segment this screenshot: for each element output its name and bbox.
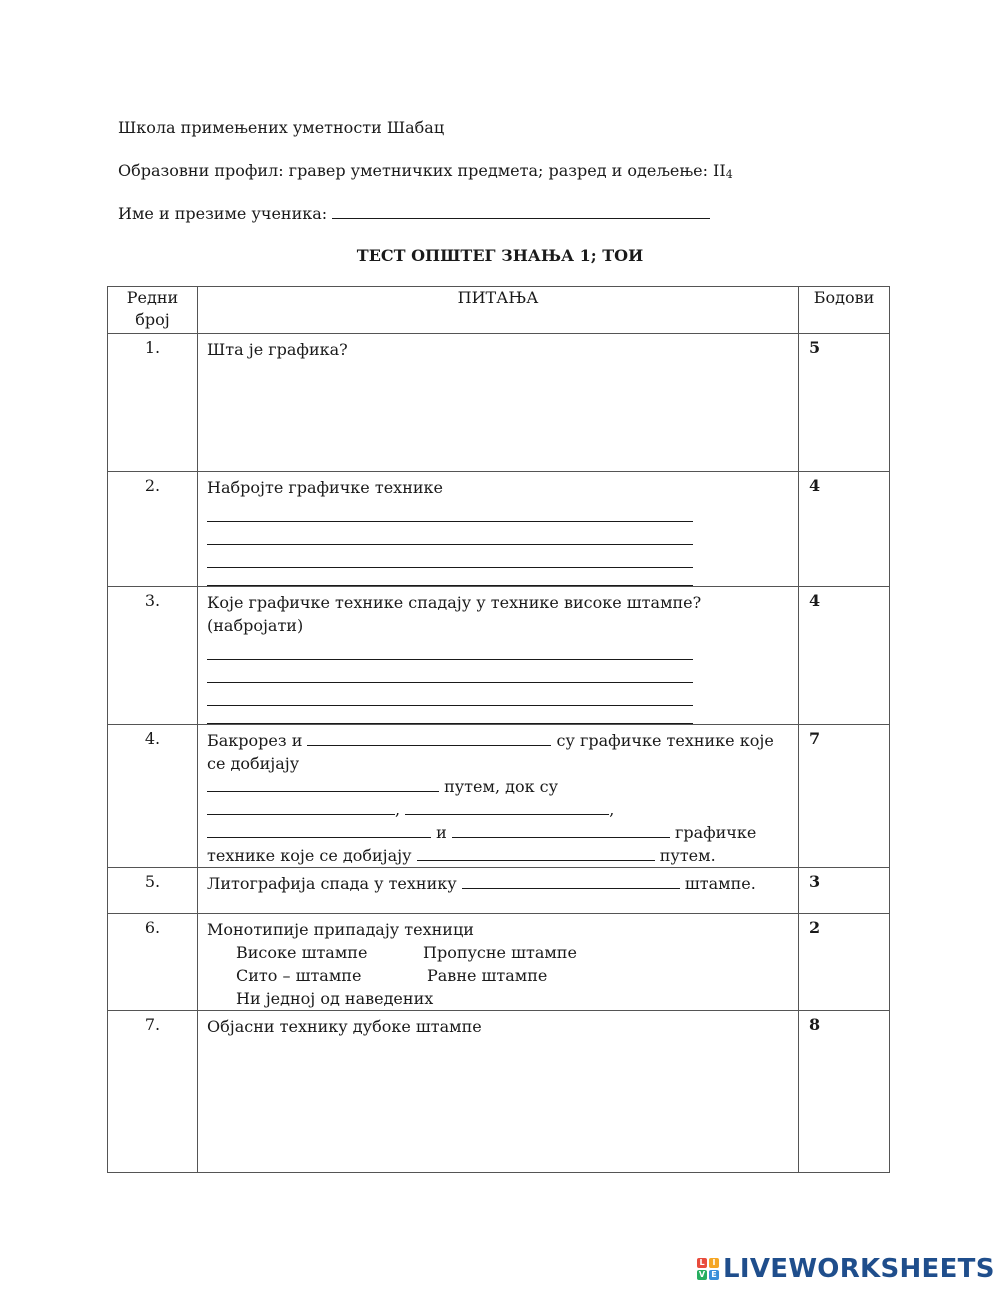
fill-in-blank[interactable] [417, 845, 655, 861]
question-text: Објасни технику дубоке штампе [207, 1017, 482, 1036]
student-name-row [118, 204, 710, 223]
answer-line[interactable] [207, 637, 693, 660]
row-number: 6. [108, 914, 198, 1011]
question-text: Шта је графика? [207, 340, 348, 359]
question-text: Монотипије припадају техници [207, 920, 474, 939]
points-value: 3 [799, 868, 890, 914]
table-header-row [108, 287, 890, 334]
question-text: Набројте графичке технике [207, 478, 443, 497]
option-item[interactable]: Сито – штампе [236, 966, 362, 985]
logo-mark-icon [697, 1258, 719, 1280]
answer-line[interactable] [207, 683, 693, 706]
col-header-points: Бодови [799, 287, 890, 334]
text-fragment: , [395, 800, 401, 819]
fill-in-blank[interactable] [307, 730, 551, 746]
row-number: 1. [108, 334, 198, 472]
table-row [108, 472, 890, 587]
question-cell [198, 472, 799, 587]
points-value: 8 [799, 1011, 890, 1173]
table-row [108, 868, 890, 914]
row-number: 4. [108, 725, 198, 868]
text-fragment: путем, док су [444, 777, 559, 796]
fill-in-blank[interactable] [452, 822, 670, 838]
table-row [108, 914, 890, 1011]
text-fragment: графичке технике које се добијају [207, 823, 757, 865]
option-item[interactable]: Равне штампе [427, 966, 548, 985]
row-number: 2. [108, 472, 198, 587]
text-fragment: су графичке технике које се добијају [207, 731, 774, 773]
text-fragment: , [609, 800, 615, 819]
col-header-questions: ПИТАЊА [198, 287, 799, 334]
points-value: 4 [799, 472, 890, 587]
option-item[interactable]: Пропусне штампе [423, 943, 577, 962]
school-name: Школа примењених уметности Шабац [118, 118, 445, 137]
liveworksheets-logo [697, 1254, 995, 1284]
text-fragment: Бакрорез и [207, 731, 303, 750]
profile-class-sub: 4 [725, 168, 733, 181]
question-cell [198, 725, 799, 868]
answer-line[interactable] [207, 706, 693, 724]
profile-text: Образовни профил: гравер уметничких предмета; разред и одељење: II [118, 161, 726, 180]
points-value: 7 [799, 725, 890, 868]
question-cell [198, 587, 799, 725]
text-fragment: Литографија спада у технику [207, 874, 457, 893]
text-fragment: и [436, 823, 447, 842]
row-number: 7. [108, 1011, 198, 1173]
logo-mark-tile: L [697, 1258, 707, 1268]
answer-line[interactable] [207, 499, 693, 522]
text-fragment: путем. [659, 846, 716, 865]
student-name-field[interactable] [332, 204, 710, 219]
text-fragment: штампе. [684, 874, 756, 893]
row-number: 3. [108, 587, 198, 725]
answer-options [207, 941, 790, 1010]
question-cell [198, 914, 799, 1011]
table-row [108, 587, 890, 725]
answer-line[interactable] [207, 660, 693, 683]
answer-line[interactable] [207, 522, 693, 545]
option-item[interactable]: Ни једној од наведених [236, 989, 434, 1008]
logo-mark-tile: V [698, 1270, 706, 1279]
answer-line[interactable] [207, 545, 693, 568]
questions-table [107, 286, 890, 1173]
student-name-label: Име и презиме ученика: [118, 204, 328, 223]
question-cell [198, 334, 799, 472]
col-header-number: Редни број [108, 287, 198, 334]
fill-in-blank[interactable] [462, 873, 680, 889]
logo-mark-tile: E [709, 1270, 719, 1280]
logo-mark-tile: I [709, 1258, 719, 1268]
question-cell [198, 868, 799, 914]
fill-in-blank[interactable] [405, 799, 609, 815]
test-title: ТЕСТ ОПШТЕГ ЗНАЊА 1; ТОИ [356, 246, 644, 265]
table-row [108, 725, 890, 868]
fill-in-blank[interactable] [207, 776, 439, 792]
fill-in-blank[interactable] [207, 822, 431, 838]
education-profile [118, 161, 733, 180]
logo-text: LIVEWORKSHEETS [723, 1254, 995, 1284]
points-value: 4 [799, 587, 890, 725]
row-number: 5. [108, 868, 198, 914]
points-value: 5 [799, 334, 890, 472]
question-text: Које графичке технике спадају у технике високе штампе? (набројати) [207, 593, 702, 635]
option-item[interactable]: Високе штампе [236, 943, 368, 962]
fill-in-blank[interactable] [207, 799, 395, 815]
fill-in-text [207, 729, 790, 867]
answer-line[interactable] [207, 568, 693, 586]
table-row [108, 1011, 890, 1173]
question-cell [198, 1011, 799, 1173]
points-value: 2 [799, 914, 890, 1011]
table-row [108, 334, 890, 472]
